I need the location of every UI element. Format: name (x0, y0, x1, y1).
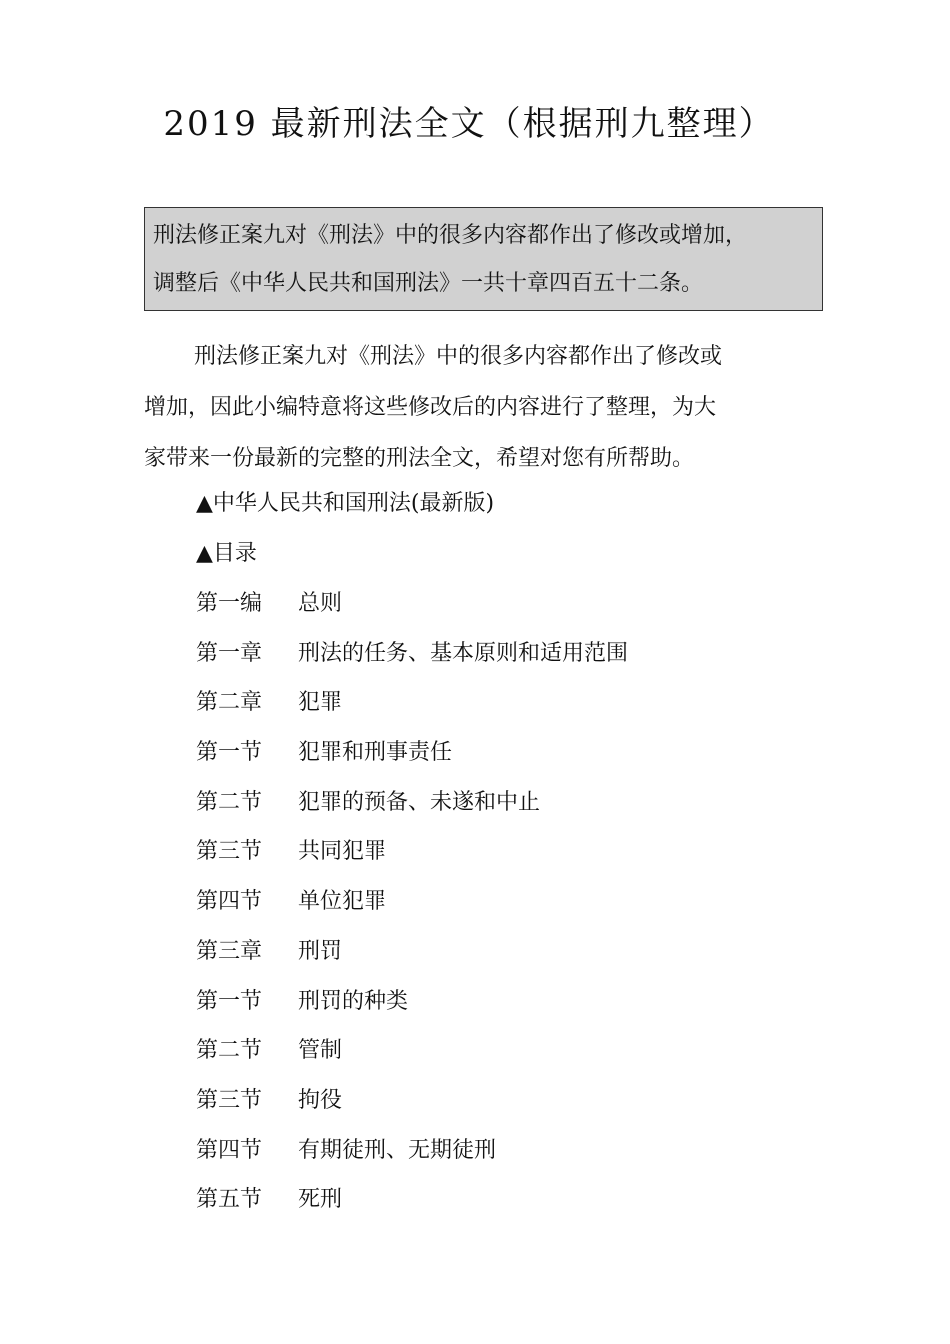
toc-item-number: 第五节 (196, 1187, 263, 1213)
toc-item-title: 共同犯罪 (298, 839, 387, 865)
toc-item-number: 第四节 (196, 1137, 263, 1163)
toc-item-number: 第一章 (196, 640, 263, 666)
toc-item-title: 拘役 (298, 1087, 343, 1113)
toc-item-title: 刑罚 (298, 938, 343, 964)
toc-item-number: 第四节 (196, 889, 263, 915)
toc-item (196, 735, 796, 785)
toc-item-title: 犯罪 (298, 690, 343, 716)
table-of-contents (196, 586, 796, 1232)
toc-item-number: 第三章 (196, 938, 263, 964)
toc-item-title: 死刑 (298, 1187, 343, 1213)
toc-item (196, 685, 796, 735)
page-title: 2019 最新刑法全文（根据刑九整理） (163, 104, 775, 144)
toc-heading: ▲目录 (196, 541, 257, 566)
toc-item-number: 第三节 (196, 1087, 263, 1113)
toc-item (196, 984, 796, 1034)
toc-item-title: 有期徒刑、无期徒刑 (298, 1137, 497, 1163)
toc-item-number: 第三节 (196, 839, 263, 865)
toc-item (196, 586, 796, 636)
summary-line: 调整后《中华人民共和国刑法》一共十章四百五十二条。 (153, 271, 704, 296)
intro-line: 刑法修正案九对《刑法》中的很多内容都作出了修改或 (194, 344, 723, 369)
toc-item-number: 第一节 (196, 740, 263, 766)
intro-line: 家带来一份最新的完整的刑法全文，希望对您有所帮助。 (144, 446, 695, 471)
toc-item (196, 884, 796, 934)
toc-item (196, 785, 796, 835)
toc-item (196, 1182, 796, 1232)
toc-item (196, 1133, 796, 1183)
law-name-heading: ▲中华人民共和国刑法(最新版) (196, 491, 495, 516)
toc-item-title: 刑罚的种类 (298, 988, 409, 1014)
toc-item-number: 第二节 (196, 789, 263, 815)
toc-item-title: 刑法的任务、基本原则和适用范围 (298, 640, 629, 666)
toc-item (196, 834, 796, 884)
toc-item-title: 单位犯罪 (298, 889, 387, 915)
summary-line: 刑法修正案九对《刑法》中的很多内容都作出了修改或增加， (153, 223, 748, 248)
toc-item (196, 1033, 796, 1083)
toc-item-number: 第一节 (196, 988, 263, 1014)
intro-paragraph (144, 331, 816, 484)
toc-item-number: 第二章 (196, 690, 263, 716)
toc-item-number: 第一编 (196, 591, 263, 616)
toc-item-title: 犯罪的预备、未遂和中止 (298, 789, 541, 815)
toc-item (196, 636, 796, 686)
toc-item-title: 犯罪和刑事责任 (298, 740, 453, 766)
summary-box (144, 207, 823, 311)
toc-item (196, 934, 796, 984)
toc-item (196, 1083, 796, 1133)
intro-line: 增加，因此小编特意将这些修改后的内容进行了整理，为大 (144, 395, 717, 420)
toc-item-title: 总则 (298, 591, 343, 616)
toc-item-title: 管制 (298, 1038, 343, 1064)
toc-item-number: 第二节 (196, 1038, 263, 1064)
